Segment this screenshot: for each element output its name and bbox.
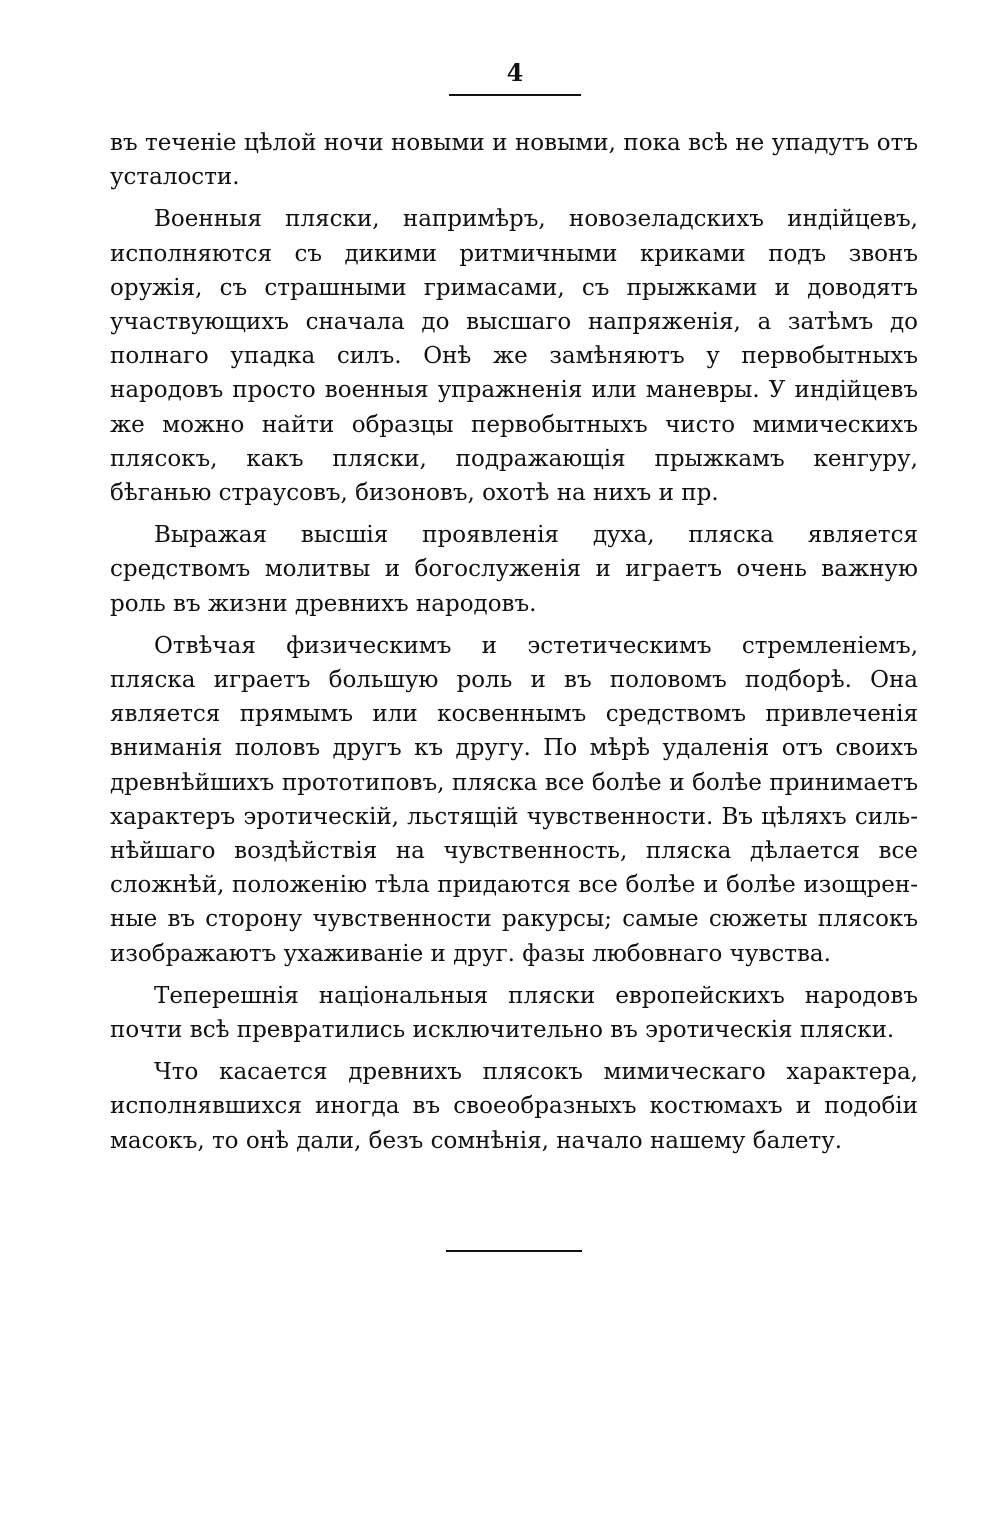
- page-number: 4: [506, 58, 524, 87]
- paragraph-prayer: Выражая высшія проявленія духа, пляска является средствомъ молитвы и богослуженія и играетъ очень важную роль въ жизни древнихъ народовъ.: [110, 522, 918, 617]
- paragraph-sexual-selection: Отвѣчая физическимъ и эстетическимъ стремленіемъ, пляска играетъ большую роль и въ половомъ подборѣ. Она является прямымъ или косвеннымъ средствомъ привлеченія вниманія половъ другъ къ другу. По мѣрѣ удаленія отъ своихъ древнѣйшихъ прототиповъ, пляска все болѣе и болѣе принимаетъ характеръ эротическій, льстящій чувственности. Въ цѣляхъ сильнѣйшаго воздѣйствія на чувственность, пляска дѣлается все сложнѣй, положенію тѣла придаются все болѣе и болѣе изощренные въ сторону чувственности ракурсы; самые сюжеты плясокъ изображаютъ ухаживаніе и друг. фазы любовнаго чувства.: [110, 632, 918, 967]
- paragraph-war-dances: Военныя пляски, напримѣръ, новозеладскихъ индійцевъ, исполняются съ дикими ритмичными криками подъ звонъ оружія, съ страшными гримасами, съ прыжками и доводятъ участвующихъ сначала до высшаго напряженія, а затѣмъ до полнаго упадка силъ. Онѣ же замѣняютъ у первобытныхъ народовъ просто военныя упражненія или маневры. У индійцевъ же можно найти образцы первобытныхъ чисто мимическихъ плясокъ, какъ пляски, подражающія прыжкамъ кенгуру, бѣганью страусовъ, бизоновъ, охотѣ на нихъ и пр.: [110, 206, 918, 507]
- end-rule: [446, 1250, 582, 1252]
- paragraph-national-dances: Теперешнія національныя пляски европейскихъ народовъ почти всѣ превратились исключительно въ эротическія пляски.: [110, 982, 918, 1044]
- paragraph-continuation: въ теченіе цѣлой ночи новыми и новыми, пока всѣ не упадутъ отъ усталости.: [110, 130, 918, 191]
- paragraph-ballet-origin: Что касается древнихъ плясокъ мимическаго характера, исполнявшихся иногда въ своеобразныхъ костюмахъ и подобіи масокъ, то онѣ дали, безъ сомнѣнія, начало нашему балету.: [110, 1059, 918, 1154]
- header-rule: [449, 94, 581, 96]
- body-text: [110, 126, 918, 1166]
